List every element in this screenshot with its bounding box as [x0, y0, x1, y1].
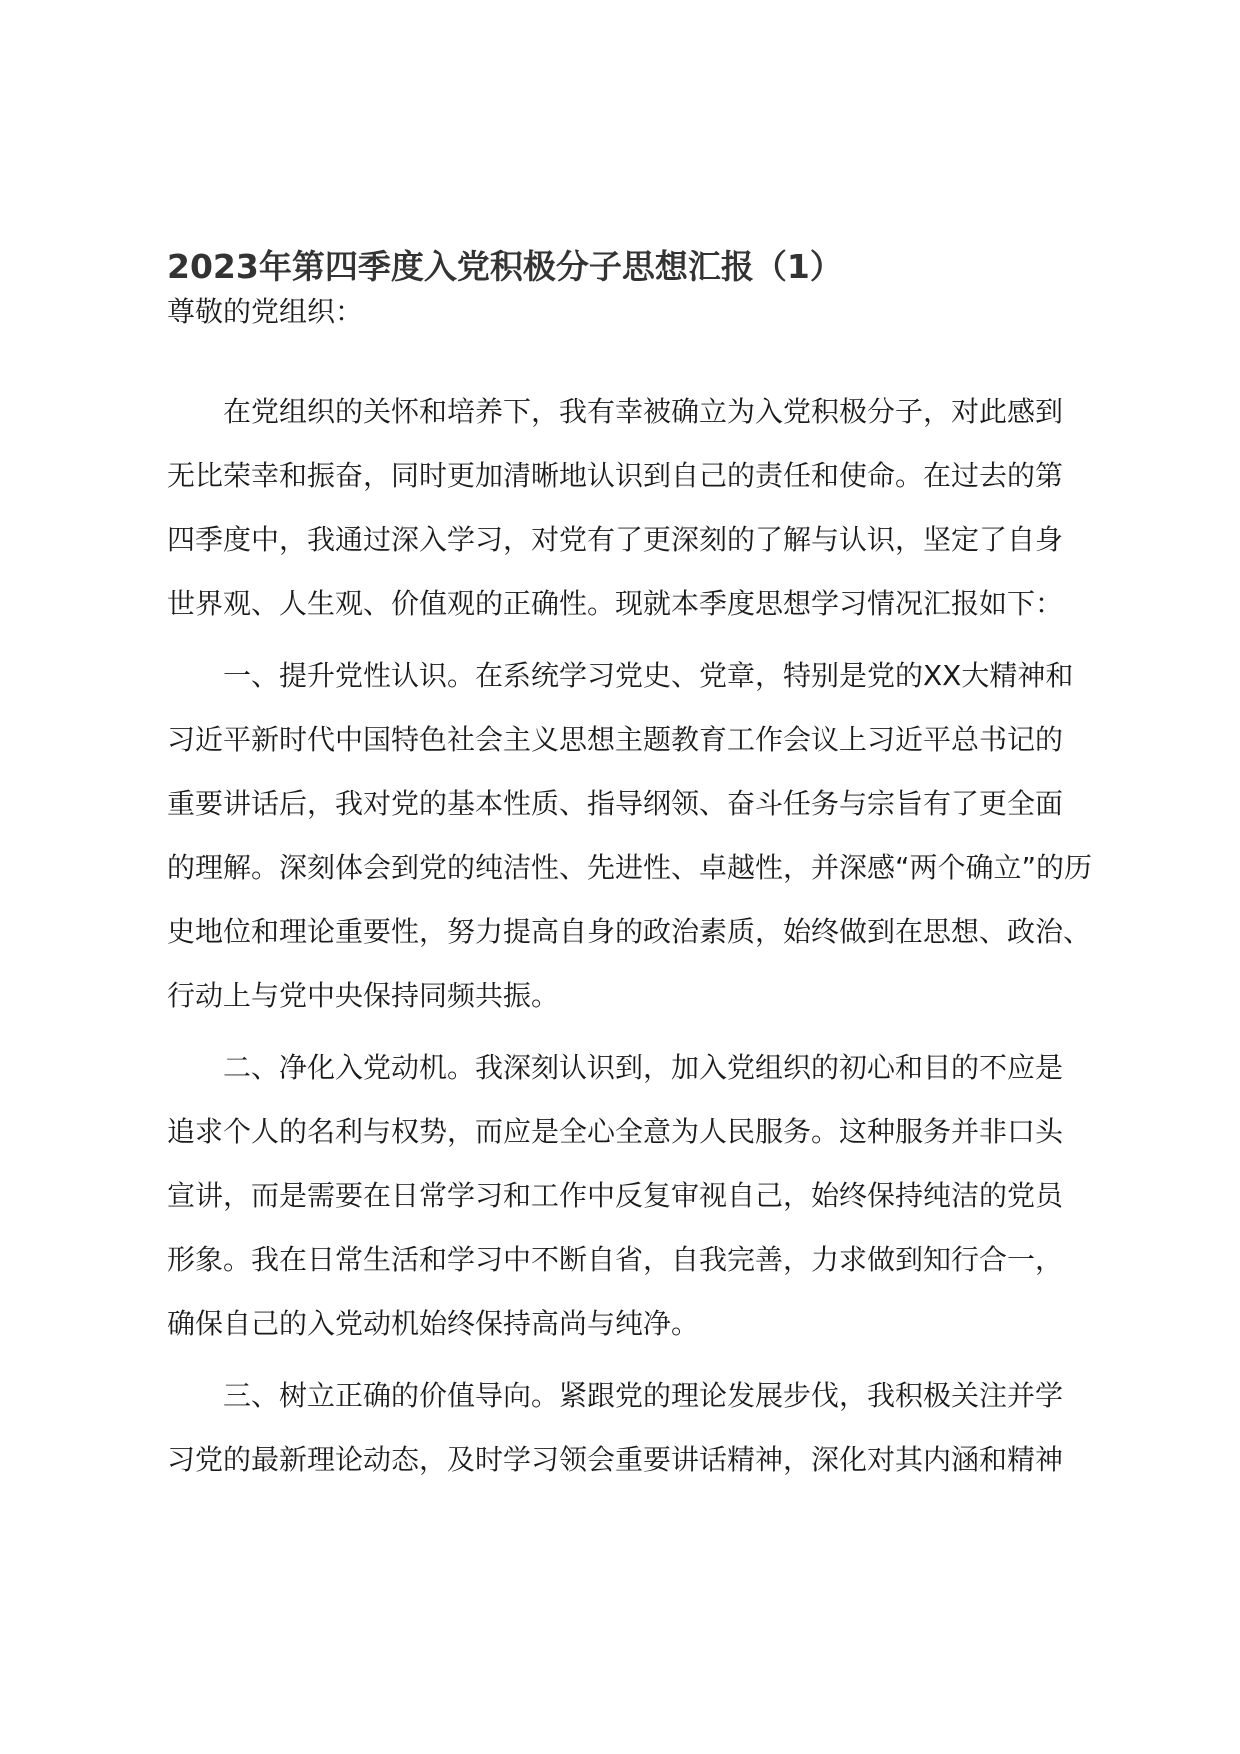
text-line: 在党组织的关怀和培养下，我有幸被确立为入党积极分子，对此感到	[167, 395, 1064, 428]
text-line: 史地位和理论重要性，努力提高自身的政治素质，始终做到在思想、政治、	[167, 915, 1092, 948]
text-line: 行动上与党中央保持同频共振。	[167, 979, 560, 1012]
text-line: 习近平新时代中国特色社会主义思想主题教育工作会议上习近平总书记的	[167, 723, 1064, 756]
text-line: 二、净化入党动机。我深刻认识到，加入党组织的初心和目的不应是	[167, 1051, 1064, 1084]
text-line: 重要讲话后，我对党的基本性质、指导纲领、奋斗任务与宗旨有了更全面	[167, 787, 1064, 820]
text-line: 的理解。深刻体会到党的纯洁性、先进性、卓越性，并深感“两个确立”的历	[167, 851, 1093, 884]
document-title: 2023年第四季度入党积极分子思想汇报（1）	[167, 247, 843, 286]
text-line: 四季度中，我通过深入学习，对党有了更深刻的了解与认识，坚定了自身	[167, 523, 1064, 556]
text-line: 宣讲，而是需要在日常学习和工作中反复审视自己，始终保持纯洁的党员	[167, 1179, 1064, 1212]
paragraph-section-2	[167, 1036, 1107, 1356]
text-line: 一、提升党性认识。在系统学习党史、党章，特别是党的XX大精神和	[167, 659, 1074, 692]
salutation: 尊敬的党组织：	[167, 295, 364, 328]
paragraph-section-1	[167, 644, 1107, 1028]
paragraph-intro	[167, 380, 1107, 636]
text-line: 世界观、人生观、价值观的正确性。现就本季度思想学习情况汇报如下：	[167, 587, 1064, 620]
paragraph-section-3	[167, 1364, 1107, 1492]
text-line: 确保自己的入党动机始终保持高尚与纯净。	[167, 1307, 700, 1340]
document-body	[167, 380, 1107, 1500]
text-line: 三、树立正确的价值导向。紧跟党的理论发展步伐，我积极关注并学	[167, 1379, 1064, 1412]
text-line: 习党的最新理论动态，及时学习领会重要讲话精神，深化对其内涵和精神	[167, 1443, 1064, 1476]
text-line: 形象。我在日常生活和学习中不断自省，自我完善，力求做到知行合一，	[167, 1243, 1064, 1276]
text-line: 无比荣幸和振奋，同时更加清晰地认识到自己的责任和使命。在过去的第	[167, 459, 1064, 492]
text-line: 追求个人的名利与权势，而应是全心全意为人民服务。这种服务并非口头	[167, 1115, 1064, 1148]
